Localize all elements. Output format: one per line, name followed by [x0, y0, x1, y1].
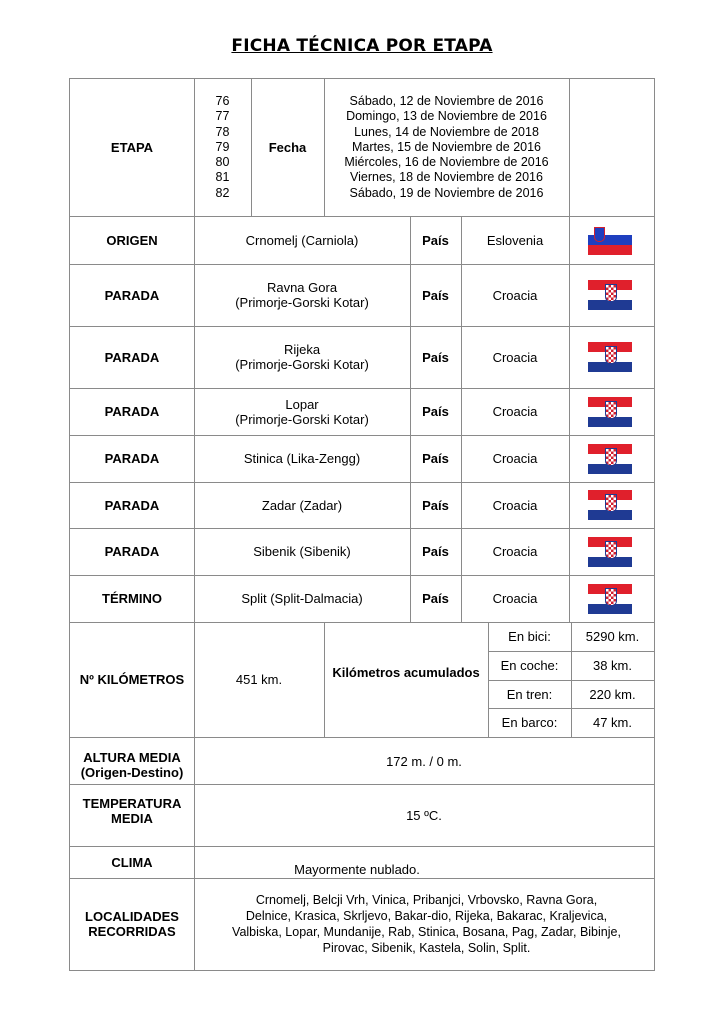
pais-label: País	[422, 232, 449, 248]
pais-label: País	[422, 544, 449, 559]
km-mode-value: 220 km.	[589, 686, 636, 702]
route-place: Stinica (Lika-Zengg)	[243, 451, 361, 466]
route-country: Croacia	[492, 544, 538, 559]
grid-line	[69, 970, 655, 971]
km-mode-value: 5290 km.	[585, 629, 640, 644]
route-country: Croacia	[492, 451, 538, 466]
localidades-value: Crnomelj, Belcji Vrh, Vinica, Pribanjci, Vrbovsko, Ravna Gora, Delnice, Krasica, Skrljevo, Bakar-dio, Rijeka, Bakarac, Kraljevica, Valbiska, Lopar, Mundanije, Rab, Stinica, Bosana, Pag, Zadar, Bibinje, Pirovac, Sibenik, Kastela, Solin, Split.	[232, 893, 621, 955]
route-type-label: PARADA	[104, 349, 160, 365]
route-place: Sibenik (Sibenik)	[253, 544, 351, 559]
route-type-label: ORIGEN	[106, 232, 158, 248]
kilometros-label: Nº KILÓMETROS	[79, 672, 185, 687]
route-type-label: PARADA	[104, 451, 160, 466]
km-mode-label: En bici:	[508, 629, 551, 644]
route-country: Eslovenia	[486, 232, 544, 248]
km-mode-value: 38 km.	[592, 658, 632, 673]
route-place: Zadar (Zadar)	[261, 497, 343, 513]
temperatura-value: 15 ºC.	[406, 807, 442, 823]
localidades-label: LOCALIDADES RECORRIDAS	[85, 909, 179, 939]
altura-value: 172 m. / 0 m.	[386, 753, 462, 769]
route-type-label: PARADA	[104, 497, 160, 513]
km-mode-label: En tren:	[506, 686, 553, 702]
route-place: Split (Split-Dalmacia)	[241, 591, 363, 606]
km-mode-value: 47 km.	[592, 715, 632, 730]
croatia-flag	[588, 280, 632, 310]
croatia-flag	[588, 537, 632, 567]
croatia-flag	[588, 397, 632, 427]
croatia-flag	[588, 490, 632, 520]
route-type-label: PARADA	[104, 404, 160, 419]
route-type-label: PARADA	[104, 544, 160, 559]
pais-label: País	[422, 451, 449, 466]
pais-label: País	[422, 404, 449, 419]
grid-line	[654, 78, 655, 971]
grid-line	[569, 78, 570, 217]
temperatura-label: TEMPERATURA MEDIA	[82, 796, 182, 826]
route-place: Ravna Gora (Primorje-Gorski Kotar)	[235, 280, 369, 310]
grid-line	[569, 216, 570, 623]
pais-label: País	[422, 349, 449, 365]
kilometros-value: 451 km.	[235, 672, 283, 687]
route-type-label: PARADA	[104, 287, 160, 303]
route-place: Lopar (Primorje-Gorski Kotar)	[235, 396, 369, 427]
pais-label: País	[422, 497, 449, 513]
clima-value: Mayormente nublado.	[294, 861, 420, 877]
etapa-dates: Sábado, 12 de Noviembre de 2016 Domingo, 13 de Noviembre de 2016 Lunes, 14 de Noviembre de 2018 Martes, 15 de Noviembre de 2016 Miércoles, 16 de Noviembre de 2016 Viernes, 18 de Noviembre de 2016 Sábado, 19 de Noviembre de 2016	[344, 94, 549, 200]
etapa-label: ETAPA	[110, 139, 154, 155]
pais-label: País	[422, 591, 449, 606]
croatia-flag	[588, 342, 632, 372]
route-place: Rijeka (Primorje-Gorski Kotar)	[235, 342, 369, 372]
pais-label: País	[422, 287, 449, 303]
km-mode-label: En coche:	[500, 658, 559, 673]
altura-label: ALTURA MEDIA (Origen-Destino)	[80, 750, 184, 780]
route-place: Crnomelj (Carniola)	[245, 232, 359, 248]
croatia-flag	[588, 584, 632, 614]
etapa-numbers: 76 77 78 79 80 81 82	[215, 94, 230, 200]
route-country: Croacia	[492, 349, 538, 365]
route-country: Croacia	[492, 404, 538, 419]
clima-label: CLIMA	[111, 854, 153, 870]
route-type-label: TÉRMINO	[102, 591, 162, 606]
croatia-flag	[588, 444, 632, 474]
page-title: FICHA TÉCNICA POR ETAPA	[231, 36, 493, 56]
route-country: Croacia	[492, 497, 538, 513]
fecha-label: Fecha	[268, 139, 307, 155]
kilometros-acumulados-label: Kilómetros acumulados	[332, 664, 480, 680]
slovenia-flag	[588, 225, 632, 255]
route-country: Croacia	[492, 591, 538, 606]
km-mode-label: En barco:	[501, 715, 558, 730]
route-country: Croacia	[492, 287, 538, 303]
